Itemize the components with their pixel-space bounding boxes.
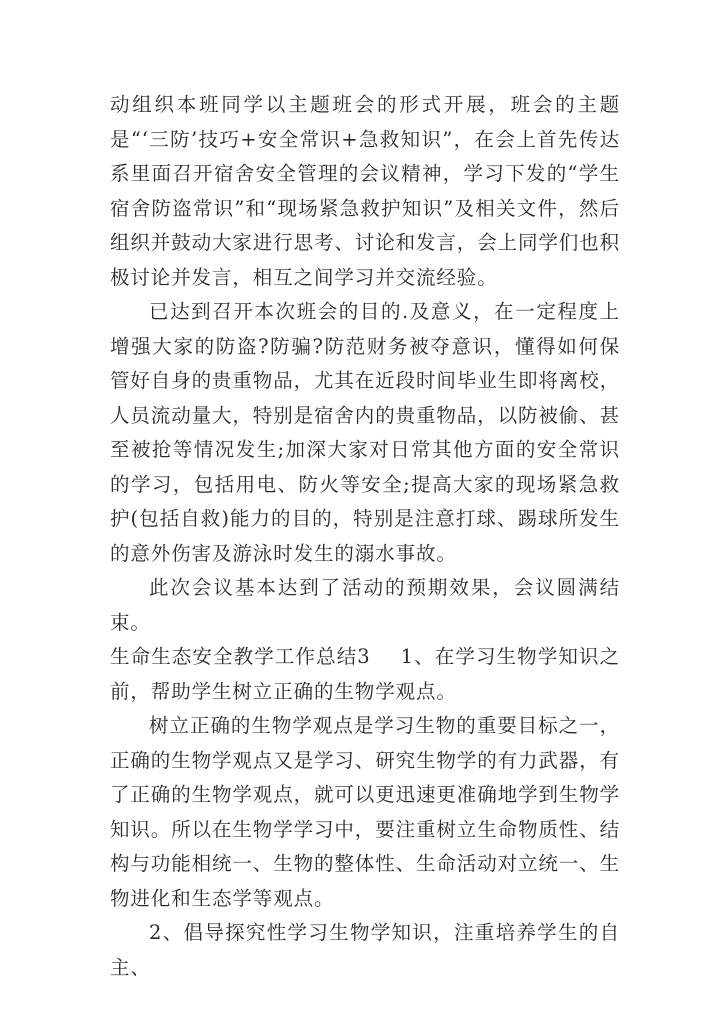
paragraph-meeting-conclusion: 此次会议基本达到了活动的预期效果，会议圆满结束。	[110, 576, 620, 634]
section-title: 生命生态安全教学工作总结3	[110, 645, 371, 668]
paragraph-meeting-purpose: 已达到召开本次班会的目的.及意义，在一定程度上增强大家的防盗?防骗?防范财务被夺意识，懂得如何保管好自身的贵重物品，尤其在近段时间毕业生即将离校，人员流动量大，特别是宿舍内的贵重物品，以防被偷、甚至被抢等情况发生;加深大家对日常其他方面的安全常识的学习，包括用电、防火等安全;提高大家的现场紧急救护(包括自救)能力的目的，特别是注意打球、踢球所发生的意外伤害及游泳时发生的溺水事故。	[110, 300, 621, 565]
paragraph-class-meeting: 动组织本班同学以主题班会的形式开展，班会的主题是“‘三防’技巧+安全常识+急救知识”，在会上首先传达系里面召开宿舍安全管理的会议精神，学习下发的“学生宿舍防盗常识”和“现场紧急救护知识”及相关文件，然后组织并鼓动大家进行思考、讨论和发言，会上同学们也积极讨论并发言，相互之间学习并交流经验。	[110, 93, 621, 289]
document-page	[110, 88, 620, 985]
paragraph-biology-viewpoints: 树立正确的生物学观点是学习生物的重要目标之一，正确的生物学观点又是学习、研究生物学的有力武器，有了正确的生物学观点，就可以更迅速更准确地学到生物学知识。所以在生物学学习中，要注重树立生命物质性、结构与功能相统一、生物的整体性、生命活动对立统一、生物进化和生态学等观点。	[110, 714, 621, 910]
paragraph-summary-3	[110, 640, 620, 709]
point-1-text: 1、在学习生物学知识之前，帮助学生树立正确的生物学观点。	[110, 645, 620, 703]
paragraph-inquiry-learning: 2、倡导探究性学习生物学知识，注重培养学生的自主、	[110, 921, 620, 979]
